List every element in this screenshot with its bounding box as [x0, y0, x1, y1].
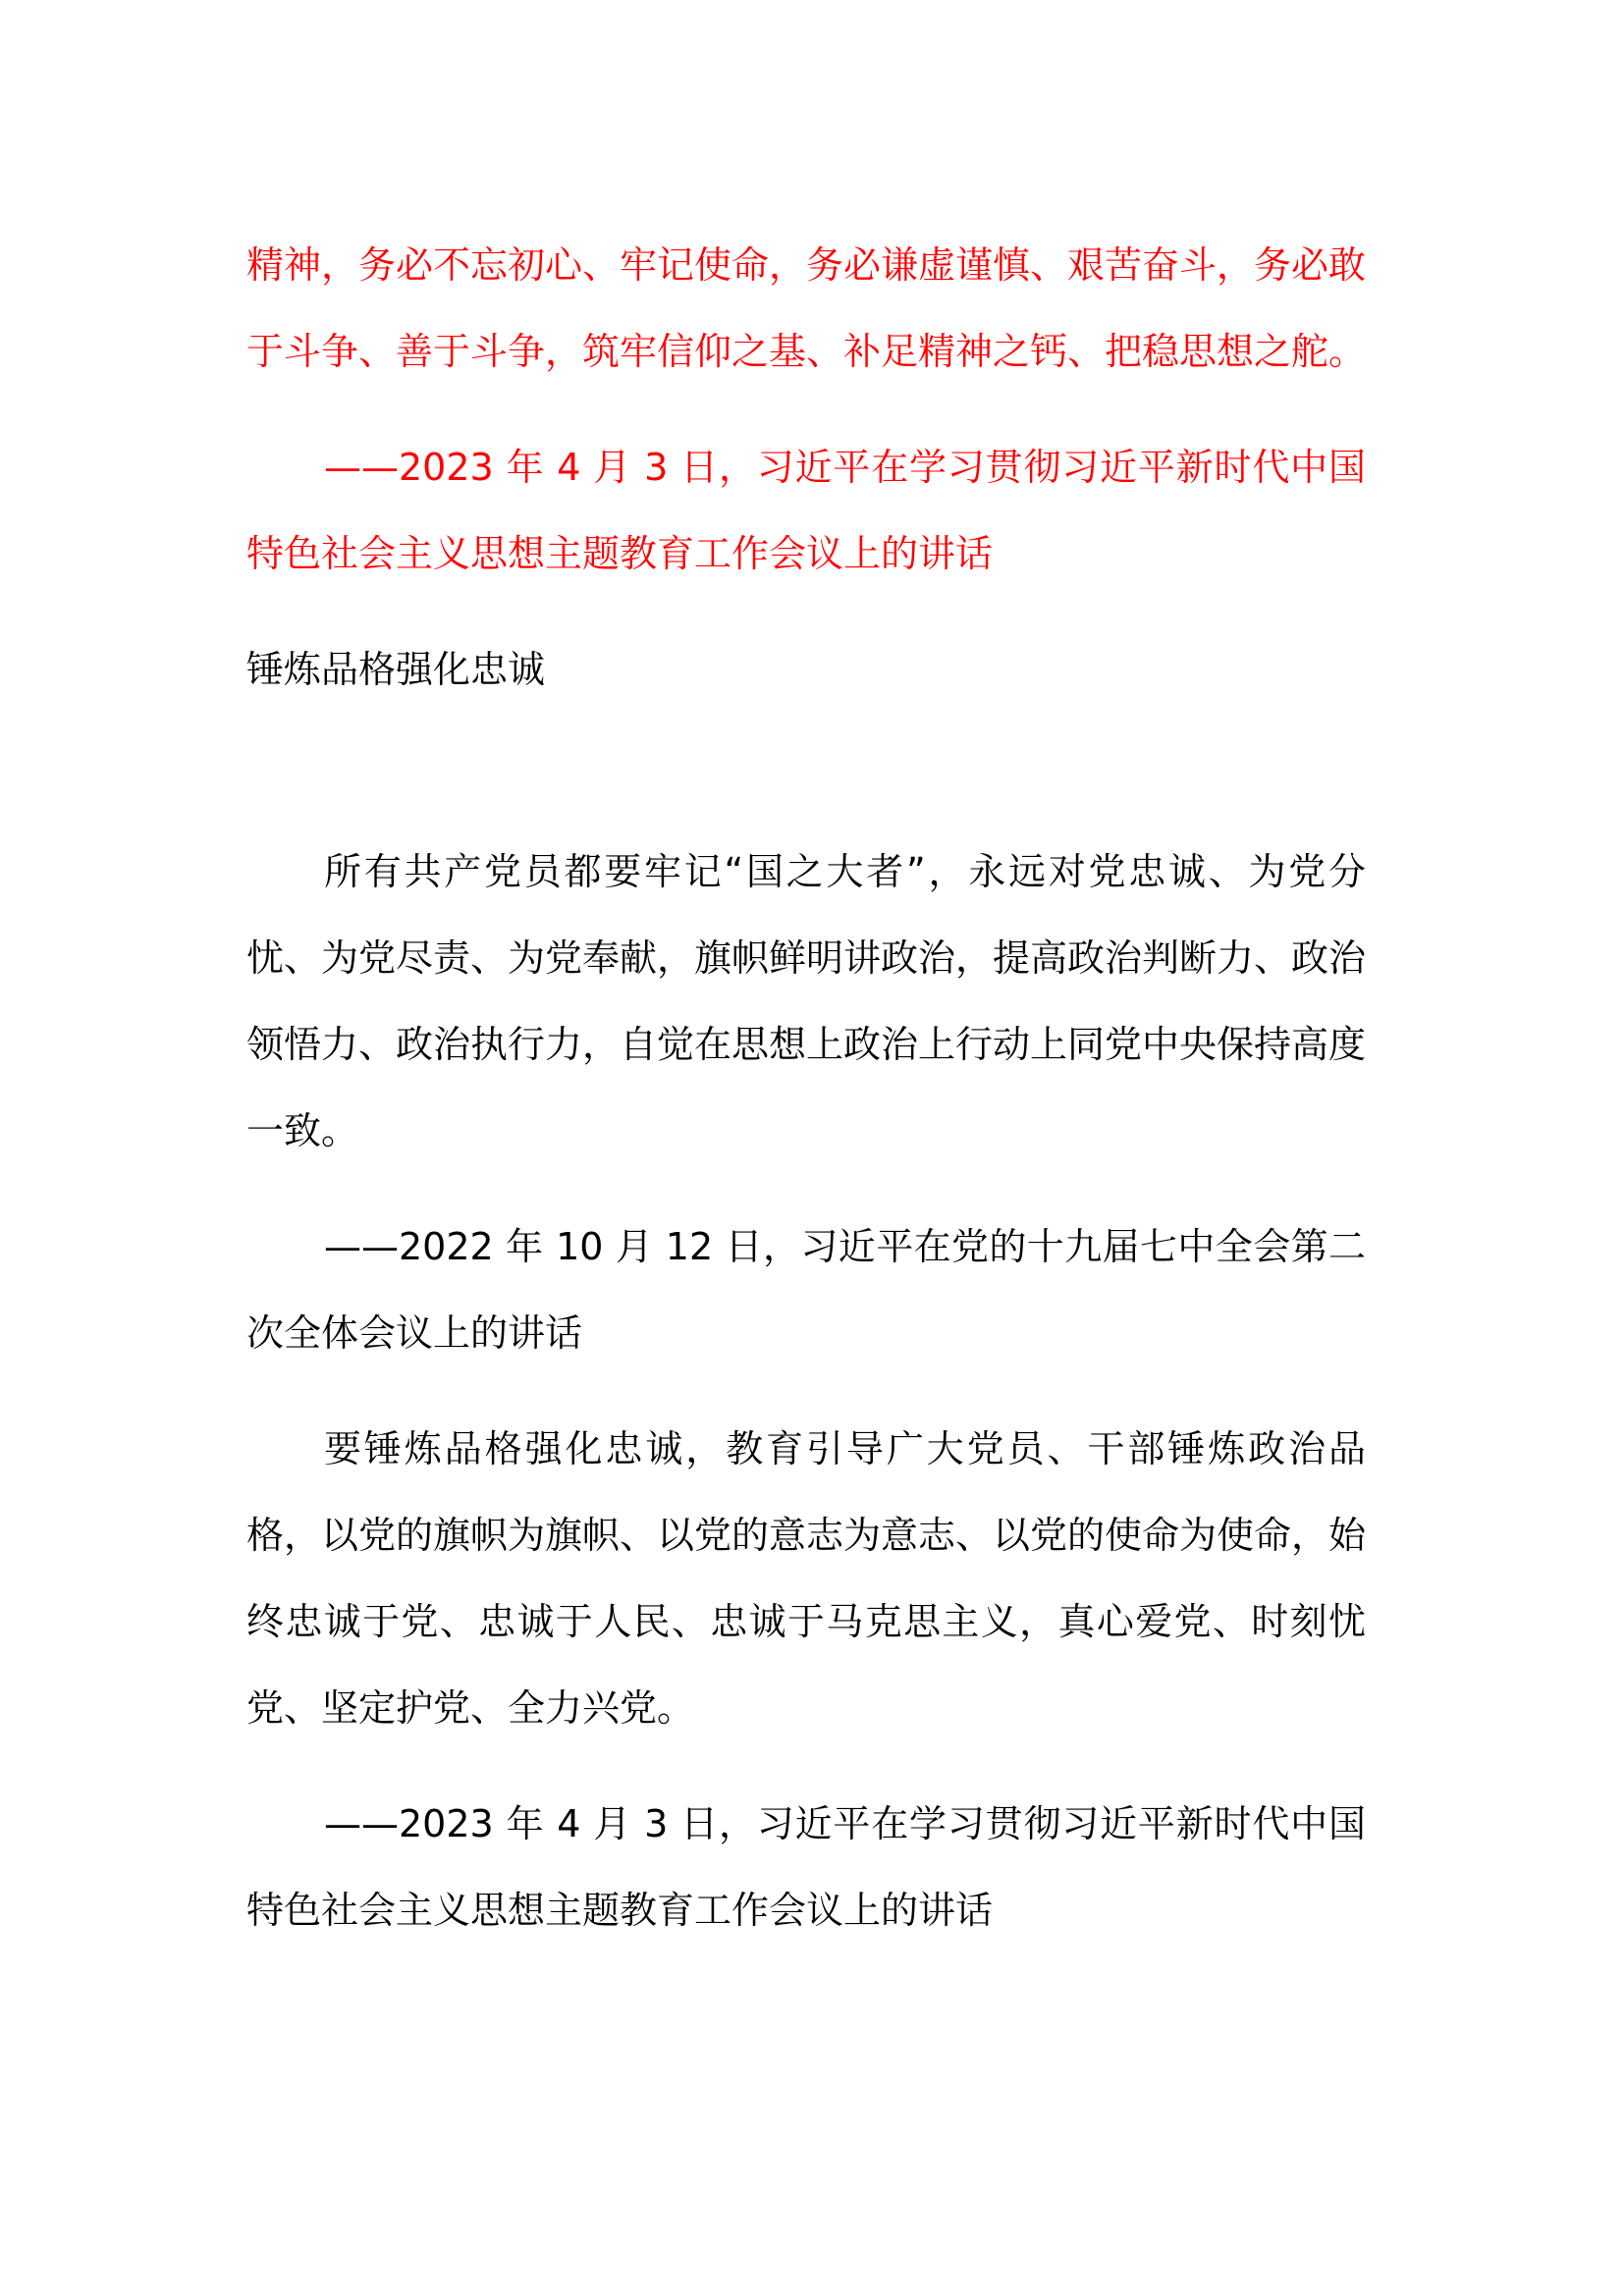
document-page	[246, 222, 1366, 1953]
quote-source-citation: ——2023 年 4 月 3 日，习近平在学习贯彻习近平新时代中国特色社会主义思想主题教育工作会议上的讲话	[246, 1802, 1366, 1932]
quote-paragraph: 要锤炼品格强化忠诚，教育引导广大党员、干部锤炼政治品格，以党的旗帜为旗帜、以党的意志为意志、以党的使命为使命，始终忠诚于党、忠诚于人民、忠诚于马克思主义，真心爱党、时刻忧党、坚定护党、全力兴党。	[246, 1427, 1367, 1730]
quote-source-citation: ——2023 年 4 月 3 日，习近平在学习贯彻习近平新时代中国特色社会主义思想主题教育工作会议上的讲话	[246, 446, 1366, 575]
quote-paragraph-continuation: 精神，务必不忘初心、牢记使命，务必谦虚谨慎、艰苦奋斗，务必敢于斗争、善于斗争，筑牢信仰之基、补足精神之钙、把稳思想之舵。	[246, 243, 1367, 373]
section-heading: 锤炼品格强化忠诚	[246, 648, 546, 691]
quote-paragraph: 所有共产党员都要牢记“国之大者”，永远对党忠诚、为党分忧、为党尽责、为党奉献，旗帜鲜明讲政治，提高政治判断力、政治领悟力、政治执行力，自觉在思想上政治上行动上同党中央保持高度一致。	[246, 850, 1367, 1152]
quote-source-citation: ——2022 年 10 月 12 日，习近平在党的十九届七中全会第二次全体会议上的讲话	[246, 1225, 1366, 1355]
